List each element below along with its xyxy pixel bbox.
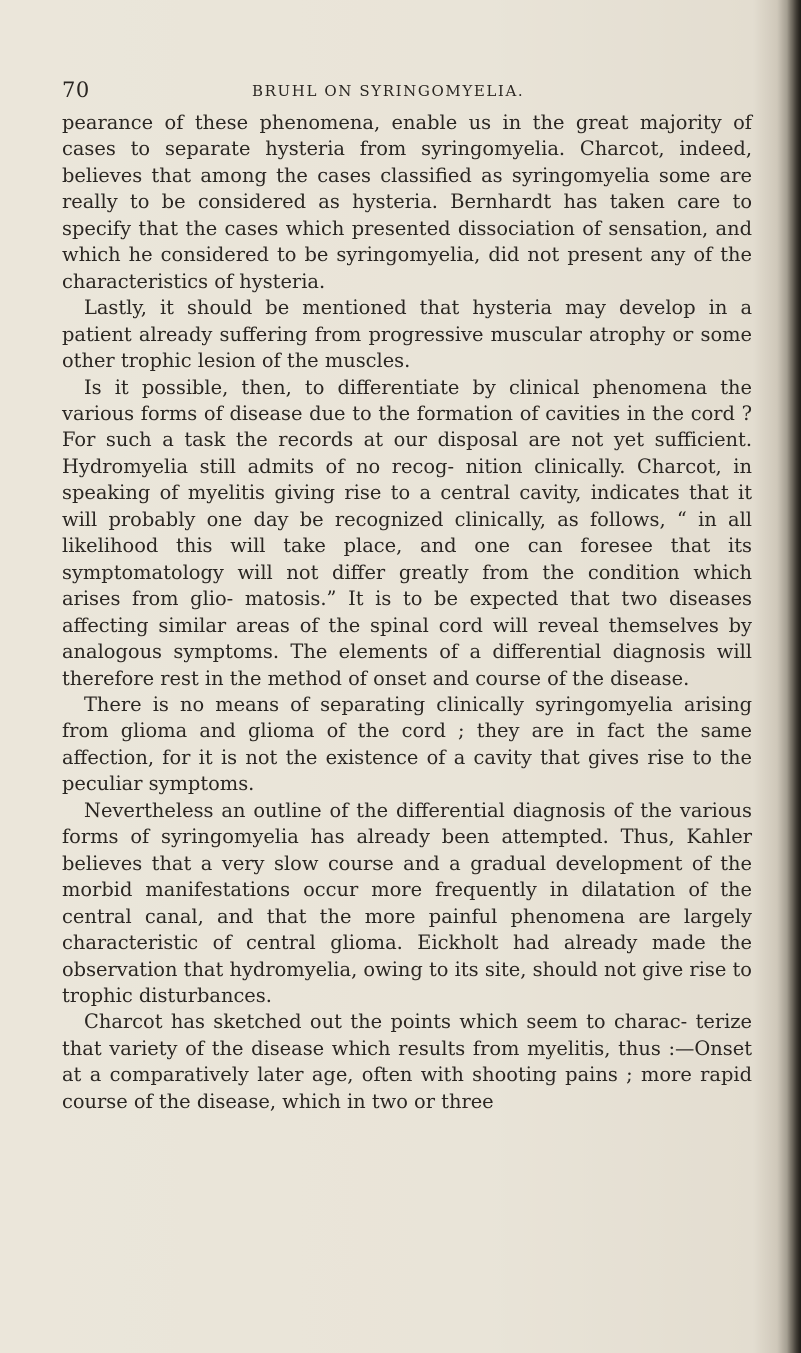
paragraph: Nevertheless an outline of the differential diagnosis of the various forms of syringomyelia has already been attempted. Thus, Kahler believes that a very slow course and a gradual development of the morbid manifestations occur more frequently in dilatation of the central canal, and that the more painful phenomena are largely characteristic of central glioma. Eickholt had already made the observation that hydromyelia, owing to its site, should not give rise to trophic disturbances.: [62, 798, 752, 1007]
page-header: [62, 78, 752, 108]
paragraph: Lastly, it should be mentioned that hysteria may develop in a patient already suffering from progressive muscular atrophy or some other trophic lesion of the muscles.: [62, 296, 752, 373]
body-text: [62, 110, 752, 1115]
page-edge-shadow: [787, 0, 801, 1353]
page-number: 70: [62, 78, 90, 102]
paragraph: There is no means of separating clinically syringomyelia arising from glioma and glioma of the cord ; they are in fact the same affection, for it is not the existence of a cavity that gives rise to the peculiar symptoms.: [62, 692, 752, 796]
paragraph: Is it possible, then, to differentiate by clinical phenomena the various forms of disease due to the formation of cavities in the cord ? For such a task the records at our disposal are not yet sufficient. Hydromyelia still admits of no recog- nition clinically. Charcot, in speaking of myelitis giving rise to a central cavity, indicates that it will probably one day be recognized clinically, as follows, “ in all likelihood this will take place, and one can foresee that its symptomatology will not differ greatly from the condition which arises from glio- matosis.” It is to be expected that two diseases affecting similar areas of the spinal cord will reveal themselves by analogous symptoms. The elements of a differential diagnosis will therefore rest in the method of onset and course of the disease.: [62, 375, 752, 690]
paragraph: pearance of these phenomena, enable us in the great majority of cases to separate hysteria from syringomyelia. Charcot, indeed, believes that among the cases classified as syringomyelia some are really to be considered as hysteria. Bernhardt has taken care to specify that the cases which presented dissociation of sensation, and which he considered to be syringomyelia, did not present any of the characteristics of hysteria.: [62, 111, 752, 293]
running-head: BRUHL ON SYRINGOMYELIA.: [252, 82, 525, 100]
paragraph: Charcot has sketched out the points which seem to charac- terize that variety of the disease which results from myelitis, thus :—Onset at a comparatively later age, often with shooting pains ; more rapid course of the disease, which in two or three: [62, 1010, 752, 1113]
